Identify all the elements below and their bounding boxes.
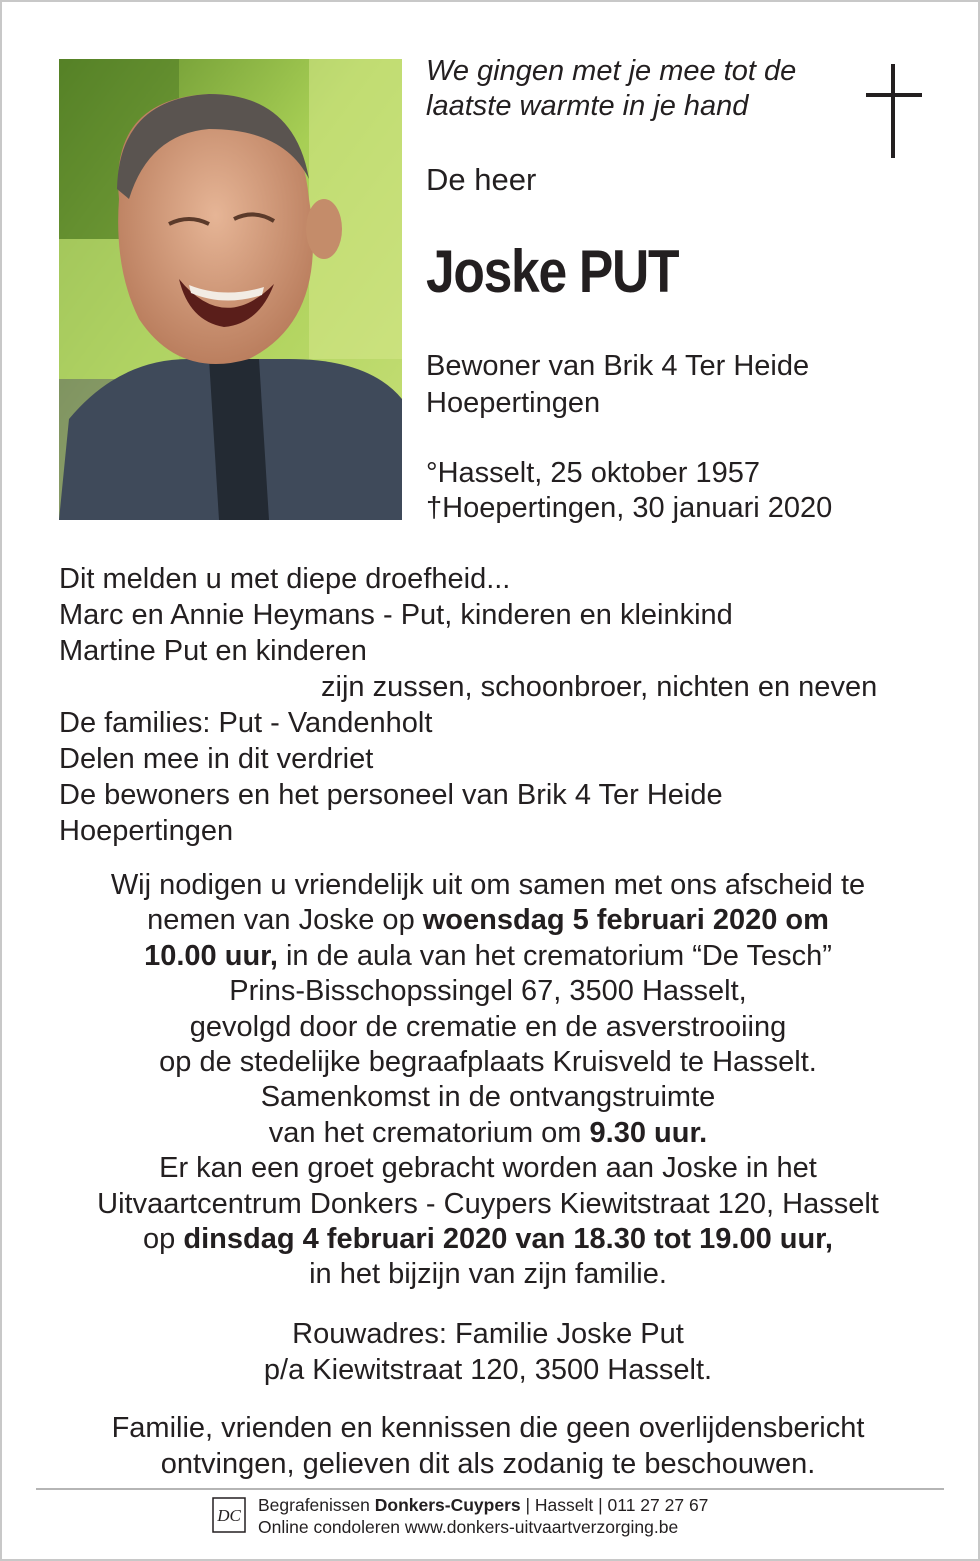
ceremony-line bbox=[40, 1116, 936, 1151]
quote-line: We gingen met je mee tot de bbox=[426, 55, 797, 87]
visitation-datetime: dinsdag 4 februari 2020 van 18.30 tot 19.00 uur, bbox=[183, 1223, 833, 1256]
ceremony-line bbox=[40, 1222, 936, 1257]
ceremony-text: nemen van Joske op bbox=[147, 904, 423, 937]
funeral-home-line bbox=[258, 1494, 708, 1516]
family-line: De families: Put - Vandenholt bbox=[59, 707, 433, 739]
notice-line: Familie, vrienden en kennissen die geen overlijdensbericht bbox=[111, 1412, 865, 1444]
family-line: Hoepertingen bbox=[59, 815, 234, 847]
family-line: Delen mee in dit verdriet bbox=[59, 743, 374, 775]
ceremony-text: van het crematorium om bbox=[268, 1116, 590, 1149]
residence-line: Bewoner van Brik 4 Ter Heide bbox=[426, 350, 810, 382]
ceremony-line: Prins-Bisschopssingel 67, 3500 Hasselt, bbox=[229, 975, 747, 1008]
death-date: †Hoepertingen, 30 januari 2020 bbox=[426, 492, 833, 524]
footer-contact: | Hasselt | 011 27 27 67 bbox=[520, 1495, 709, 1515]
life-dates bbox=[426, 456, 832, 526]
family-line: Martine Put en kinderen bbox=[59, 635, 367, 667]
ceremony-text: in de aula van het crematorium “De Tesch” bbox=[277, 939, 832, 972]
footer-prefix: Begrafenissen bbox=[258, 1495, 375, 1515]
funeral-home-logo-icon bbox=[212, 1497, 246, 1533]
ceremony-details bbox=[40, 868, 936, 1293]
cross-icon bbox=[866, 64, 922, 158]
mourning-address bbox=[40, 1316, 936, 1388]
residence bbox=[426, 348, 809, 422]
salutation: De heer bbox=[426, 162, 537, 197]
family-line: De bewoners en het personeel van Brik 4 Ter Heide bbox=[59, 779, 723, 811]
portrait-photo bbox=[59, 59, 402, 520]
footer-divider bbox=[36, 1488, 944, 1490]
company-name: Donkers-Cuypers bbox=[374, 1495, 521, 1515]
ceremony-date: woensdag 5 februari 2020 om bbox=[422, 904, 829, 937]
closing-notice bbox=[40, 1410, 936, 1482]
online-condolence-link[interactable]: Online condoleren www.donkers-uitvaartverzorging.be bbox=[258, 1517, 679, 1537]
birth-date: °Hasselt, 25 oktober 1957 bbox=[426, 457, 761, 489]
ceremony-line: op de stedelijke begraafplaats Kruisveld te Hasselt. bbox=[159, 1046, 817, 1079]
ceremony-line: gevolgd door de crematie en de asverstrooiing bbox=[189, 1010, 787, 1043]
ceremony-line bbox=[40, 939, 936, 974]
family-announcement bbox=[59, 561, 929, 849]
logo-letters: DC bbox=[217, 1506, 241, 1525]
notice-line: ontvingen, gelieven dit als zodanig te beschouwen. bbox=[160, 1448, 816, 1480]
ceremony-line: Er kan een groet gebracht worden aan Joske in het bbox=[159, 1152, 817, 1185]
family-line: Marc en Annie Heymans - Put, kinderen en kleinkind bbox=[59, 599, 733, 631]
ceremony-line: Samenkomst in de ontvangstruimte bbox=[260, 1081, 716, 1114]
ceremony-time: 10.00 uur, bbox=[144, 939, 278, 972]
ceremony-line: Uitvaartcentrum Donkers - Cuypers Kiewitstraat 120, Hasselt bbox=[97, 1187, 879, 1220]
deceased-name: Joske PUT bbox=[426, 238, 679, 305]
residence-line: Hoepertingen bbox=[426, 387, 601, 419]
address-line: p/a Kiewitstraat 120, 3500 Hasselt. bbox=[263, 1354, 713, 1386]
quote-line: laatste warmte in je hand bbox=[426, 90, 749, 122]
ceremony-line bbox=[40, 903, 936, 938]
memorial-quote bbox=[426, 54, 856, 124]
ceremony-line: in het bijzijn van zijn familie. bbox=[309, 1258, 667, 1291]
family-line: Dit melden u met diepe droefheid... bbox=[59, 563, 511, 595]
funeral-home-info bbox=[258, 1494, 708, 1538]
ceremony-line: Wij nodigen u vriendelijk uit om samen met ons afscheid te bbox=[110, 869, 866, 901]
ceremony-text: op bbox=[143, 1223, 184, 1256]
family-line: zijn zussen, schoonbroer, nichten en neven bbox=[321, 671, 878, 703]
address-line: Rouwadres: Familie Joske Put bbox=[292, 1318, 684, 1350]
gathering-time: 9.30 uur. bbox=[589, 1116, 708, 1149]
